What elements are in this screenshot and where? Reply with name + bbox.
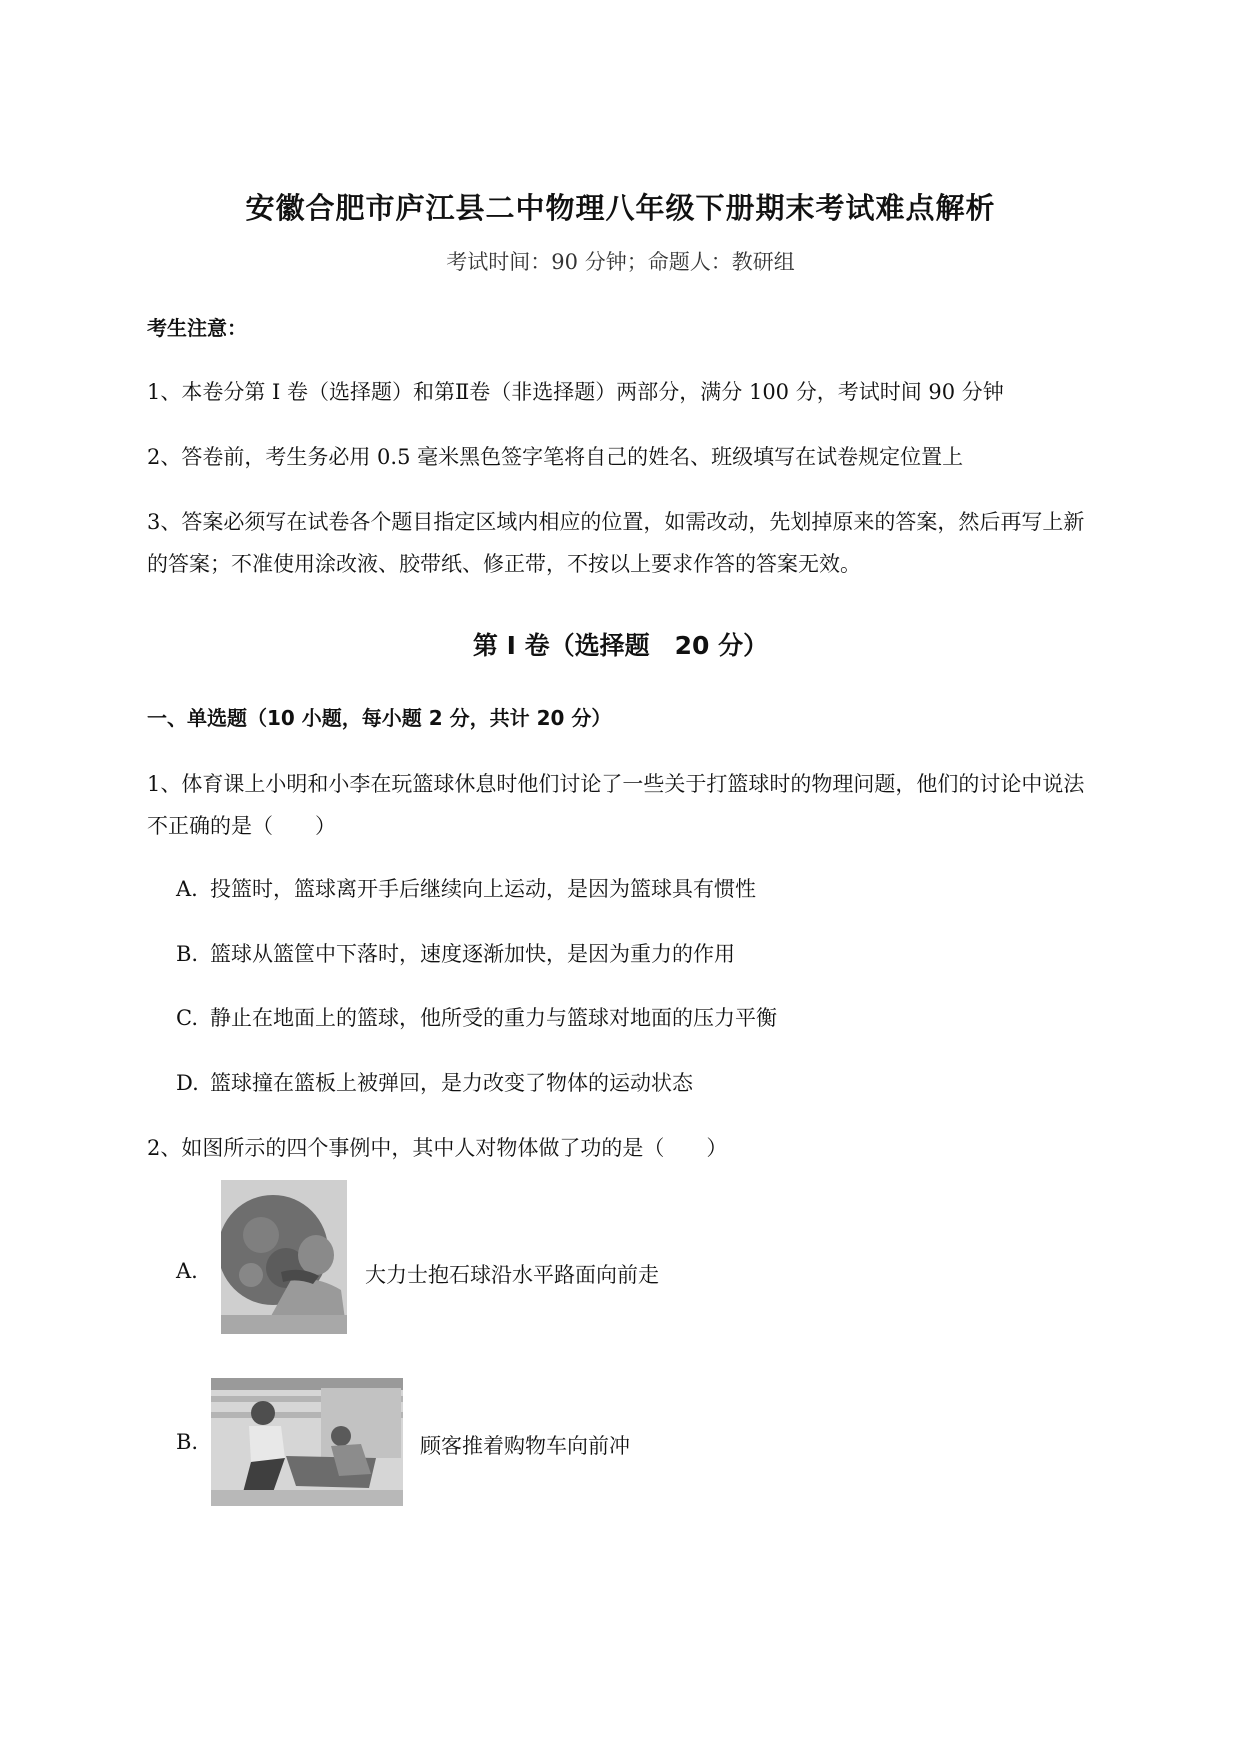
question-1-stem-line-2: 不正确的是（ ）: [147, 814, 336, 838]
question-1-option-d[interactable]: [176, 1067, 693, 1097]
question-2-option-b-text: 顾客推着购物车向前冲: [420, 1434, 630, 1458]
shopping-cart-photo: [211, 1378, 403, 1506]
notice-item-1: 1、本卷分第 I 卷（选择题）和第Ⅱ卷（非选择题）两部分，满分 100 分，考试时间 90 分钟: [147, 380, 1004, 404]
notice-item-2: 2、答卷前，考生务必用 0.5 毫米黑色签字笔将自己的姓名、班级填写在试卷规定位置上: [147, 445, 964, 469]
question-1-stem-line-1: 1、体育课上小明和小李在玩篮球休息时他们讨论了一些关于打篮球时的物理问题，他们的讨论中说法: [147, 772, 1085, 796]
question-2-stem: 2、如图所示的四个事例中，其中人对物体做了功的是（ ）: [147, 1136, 728, 1160]
part-heading: 一、单选题（10 小题，每小题 2 分，共计 20 分）: [147, 706, 612, 730]
notice-heading: 考生注意：: [147, 316, 247, 340]
option-letter: B.: [176, 942, 199, 966]
question-2-option-a-letter[interactable]: A.: [176, 1259, 198, 1283]
section-title: 第 I 卷（选择题 20 分）: [472, 631, 769, 660]
question-2-option-b-letter[interactable]: B.: [176, 1430, 199, 1454]
notice-item-3-continued: 的答案；不准使用涂改液、胶带纸、修正带，不按以上要求作答的答案无效。: [147, 552, 861, 576]
question-2-option-a-text: 大力士抱石球沿水平路面向前走: [365, 1263, 659, 1287]
option-text: 投篮时，篮球离开手后继续向上运动，是因为篮球具有惯性: [210, 877, 756, 901]
option-letter: D.: [176, 1071, 199, 1095]
exam-subtitle: 考试时间：90 分钟；命题人：教研组: [446, 250, 795, 274]
option-letter: C.: [176, 1006, 198, 1030]
question-1-option-a[interactable]: [176, 873, 756, 903]
option-text: 篮球撞在篮板上被弹回，是力改变了物体的运动状态: [210, 1071, 693, 1095]
strongman-stone-ball-photo: [221, 1180, 347, 1334]
notice-item-3: 3、答案必须写在试卷各个题目指定区域内相应的位置，如需改动，先划掉原来的答案，然后再写上新: [147, 510, 1085, 534]
option-text: 篮球从篮筐中下落时，速度逐渐加快，是因为重力的作用: [210, 942, 735, 966]
question-1-option-c[interactable]: [176, 1002, 777, 1032]
option-text: 静止在地面上的篮球，他所受的重力与篮球对地面的压力平衡: [210, 1006, 777, 1030]
question-1-option-b[interactable]: [176, 938, 735, 968]
exam-title: 安徽合肥市庐江县二中物理八年级下册期末考试难点解析: [245, 191, 996, 225]
option-letter: A.: [176, 877, 198, 901]
